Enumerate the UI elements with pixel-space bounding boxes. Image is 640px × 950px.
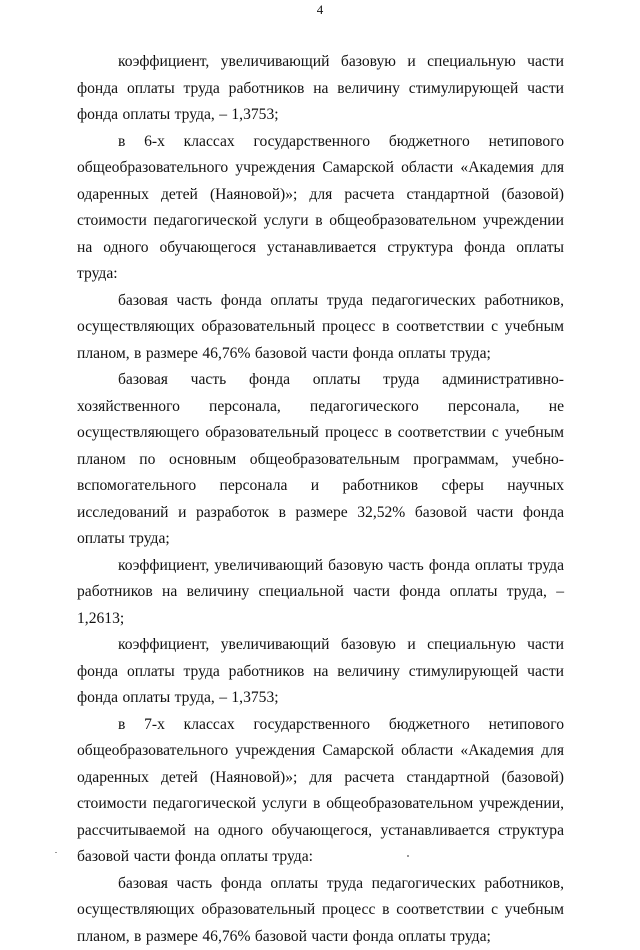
paragraph-coefficient-stimulating-6: коэффициент, увеличивающий базовую и специальную части фонда оплаты труда работников на величину стимулирующей части фонда оплаты труда, – 1,3753; — [77, 49, 564, 129]
scan-speck — [407, 855, 409, 857]
scan-speck — [55, 852, 57, 853]
paragraph-admin-staff-share-6: базовая часть фонда оплаты труда административно-хозяйственного персонала, педагогического персонала, не осуществляющего образовательный процесс в соответствии с учебным планом по основным общеобразовательным программам, учебно-вспомогательного персонала и работников сферы научных исследований и разработок в размере 32,52% базовой части фонда оплаты труда; — [77, 367, 564, 553]
document-body — [77, 49, 564, 950]
paragraph-grade-7-structure: в 7-х классах государственного бюджетного нетипового общеобразовательного учреждения Самарской области «Академия для одаренных детей (Наяновой)»; для расчета стандартной (базовой) стоимости педагогической услуги в общеобразовательном учреждении, рассчитываемой на одного обучающегося, устанавливается структура базовой части фонда оплаты труда: — [77, 712, 564, 871]
paragraph-teaching-staff-share-6: базовая часть фонда оплаты труда педагогических работников, осуществляющих образовательный процесс в соответствии с учебным планом, в размере 46,76% базовой части фонда оплаты труда; — [77, 288, 564, 368]
page-number: 4 — [0, 2, 640, 18]
paragraph-grade-6-structure: в 6-х классах государственного бюджетного нетипового общеобразовательного учреждения Самарской области «Академия для одаренных детей (Наяновой)»; для расчета стандартной (базовой) стоимости педагогической услуги в общеобразовательном учреждении на одного обучающегося устанавливается структура фонда оплаты труда: — [77, 129, 564, 288]
paragraph-teaching-staff-share-7: базовая часть фонда оплаты труда педагогических работников, осуществляющих образовательный процесс в соответствии с учебным планом, в размере 46,76% базовой части фонда оплаты труда; — [77, 871, 564, 950]
paragraph-coefficient-stimulating-6b: коэффициент, увеличивающий базовую и специальную части фонда оплаты труда работников на величину стимулирующей части фонда оплаты труда, – 1,3753; — [77, 632, 564, 712]
paragraph-coefficient-special-6: коэффициент, увеличивающий базовую часть фонда оплаты труда работников на величину специальной части фонда оплаты труда, – 1,2613; — [77, 553, 564, 633]
